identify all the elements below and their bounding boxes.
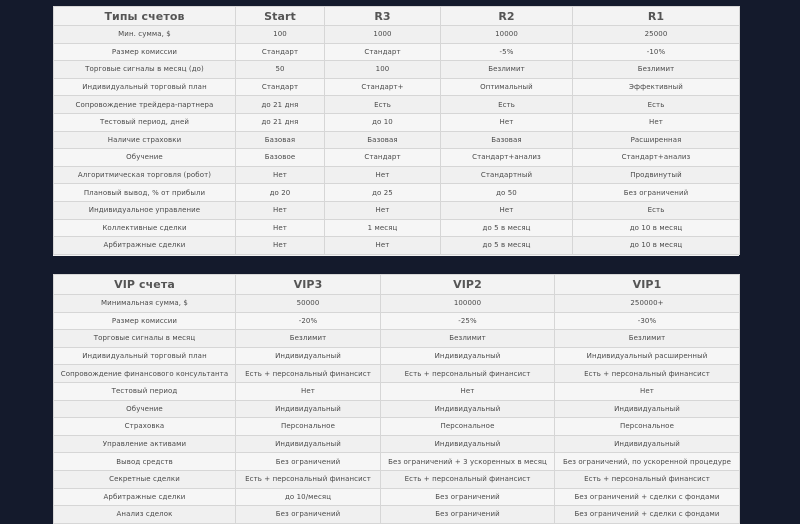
table-row <box>54 488 740 506</box>
row-label: Секретные сделки <box>54 470 236 488</box>
table-cell: Стандарт <box>325 149 441 167</box>
table-cell: Есть + персональный финансист <box>555 470 740 488</box>
table-cell: Базовая <box>325 131 441 149</box>
table-cell: Индивидуальный <box>381 400 555 418</box>
table-cell: 100 <box>236 26 325 44</box>
table-row <box>54 201 740 219</box>
column-header: VIP3 <box>236 275 381 295</box>
column-header: VIP2 <box>381 275 555 295</box>
row-label: Обучение <box>54 400 236 418</box>
table-cell: Есть <box>573 96 740 114</box>
table-row <box>54 470 740 488</box>
table-cell: Есть + персональный финансист <box>381 470 555 488</box>
row-label: Индивидуальный торговый план <box>54 347 236 365</box>
table-header-row <box>54 7 740 26</box>
table-cell: Без ограничений <box>236 453 381 471</box>
column-header: R2 <box>441 7 573 26</box>
account-types-table <box>53 6 740 255</box>
table-title-header: Типы счетов <box>54 7 236 26</box>
row-label: Сопровождение финансового консультанта <box>54 365 236 383</box>
table-row <box>54 166 740 184</box>
table-cell: Индивидуальный <box>555 435 740 453</box>
vip-accounts-table <box>53 274 740 524</box>
table-row <box>54 96 740 114</box>
table-row <box>54 131 740 149</box>
row-label: Арбитражные сделки <box>54 488 236 506</box>
table-cell: -30% <box>555 312 740 330</box>
table-cell: Нет <box>573 113 740 131</box>
row-label: Управление активами <box>54 435 236 453</box>
table-row <box>54 237 740 255</box>
table-row <box>54 418 740 436</box>
table-cell: 50 <box>236 61 325 79</box>
table-cell: до 10/месяц <box>236 488 381 506</box>
table-cell: Индивидуальный <box>236 400 381 418</box>
table-cell: -10% <box>573 43 740 61</box>
table-cell: Нет <box>325 237 441 255</box>
row-label: Сопровождение трейдера-партнера <box>54 96 236 114</box>
table-cell: до 21 дня <box>236 96 325 114</box>
table-row <box>54 78 740 96</box>
table-cell: Персональное <box>236 418 381 436</box>
table-cell: до 10 в месяц <box>573 237 740 255</box>
table-cell: 10000 <box>441 26 573 44</box>
table-cell: до 21 дня <box>236 113 325 131</box>
table-cell: Нет <box>441 113 573 131</box>
row-label: Плановый вывод, % от прибыли <box>54 184 236 202</box>
table-cell: Нет <box>381 382 555 400</box>
table-cell: Индивидуальный расширенный <box>555 347 740 365</box>
table-cell: Безлимит <box>573 61 740 79</box>
table-cell: Нет <box>441 201 573 219</box>
table-cell: -5% <box>441 43 573 61</box>
table-cell: 250000+ <box>555 295 740 313</box>
table-row <box>54 219 740 237</box>
table-row <box>54 435 740 453</box>
column-header: R1 <box>573 7 740 26</box>
table-cell: 100000 <box>381 295 555 313</box>
table-cell: Нет <box>555 382 740 400</box>
table-cell: Стандартный <box>441 166 573 184</box>
row-label: Торговые сигналы в месяц (до) <box>54 61 236 79</box>
table-cell: Базовая <box>441 131 573 149</box>
table-cell: Безлимит <box>381 330 555 348</box>
table-cell: Продвинутый <box>573 166 740 184</box>
table-cell: Без ограничений + 3 ускоренных в месяц <box>381 453 555 471</box>
row-label: Тестовый период <box>54 382 236 400</box>
table-cell: Нет <box>236 237 325 255</box>
table-cell: Индивидуальный <box>236 347 381 365</box>
table-cell: Индивидуальный <box>381 347 555 365</box>
row-label: Коллективные сделки <box>54 219 236 237</box>
row-label: Размер комиссии <box>54 43 236 61</box>
table-row <box>54 330 740 348</box>
table-cell: Безлимит <box>236 330 381 348</box>
table-cell: Стандарт+ <box>325 78 441 96</box>
table-cell: Безлимит <box>555 330 740 348</box>
row-label: Анализ сделок <box>54 506 236 524</box>
table-cell: Есть + персональный финансист <box>555 365 740 383</box>
table-cell: до 10 в месяц <box>573 219 740 237</box>
table-cell: Без ограничений + сделки с фондами <box>555 488 740 506</box>
table-cell: Нет <box>236 201 325 219</box>
row-label: Обучение <box>54 149 236 167</box>
table-row <box>54 400 740 418</box>
table-cell: Базовая <box>236 131 325 149</box>
row-label: Арбитражные сделки <box>54 237 236 255</box>
table-row <box>54 113 740 131</box>
table-row <box>54 184 740 202</box>
table-row <box>54 61 740 79</box>
table-cell: Без ограничений <box>236 506 381 524</box>
table-row <box>54 149 740 167</box>
table-cell: Есть + персональный финансист <box>236 365 381 383</box>
table-row <box>54 312 740 330</box>
table-cell: до 25 <box>325 184 441 202</box>
table-cell: Стандарт <box>325 43 441 61</box>
table-cell: Нет <box>325 166 441 184</box>
table-cell: до 10 <box>325 113 441 131</box>
table-cell: Есть <box>573 201 740 219</box>
table-cell: Стандарт <box>236 78 325 96</box>
column-header: R3 <box>325 7 441 26</box>
table-cell: Базовое <box>236 149 325 167</box>
table-cell: Стандарт+анализ <box>441 149 573 167</box>
table-cell: Нет <box>236 382 381 400</box>
table-cell: до 5 в месяц <box>441 237 573 255</box>
table-cell: Есть <box>441 96 573 114</box>
table-cell: 50000 <box>236 295 381 313</box>
row-label: Наличие страховки <box>54 131 236 149</box>
table-cell: Без ограничений <box>381 506 555 524</box>
table-cell: Расширенная <box>573 131 740 149</box>
table-cell: Эффективный <box>573 78 740 96</box>
column-header: VIP1 <box>555 275 740 295</box>
table-cell: Без ограничений + сделки с фондами <box>555 506 740 524</box>
table-cell: Стандарт <box>236 43 325 61</box>
table-row <box>54 365 740 383</box>
vip-accounts-panel <box>53 274 739 521</box>
table-cell: 100 <box>325 61 441 79</box>
table-row <box>54 295 740 313</box>
table-row <box>54 26 740 44</box>
table-cell: Индивидуальный <box>236 435 381 453</box>
row-label: Страховка <box>54 418 236 436</box>
table-cell: -25% <box>381 312 555 330</box>
table-cell: до 20 <box>236 184 325 202</box>
table-cell: Индивидуальный <box>555 400 740 418</box>
table-row <box>54 347 740 365</box>
table-cell: до 5 в месяц <box>441 219 573 237</box>
table-cell: Есть <box>325 96 441 114</box>
table-row <box>54 382 740 400</box>
row-label: Размер комиссии <box>54 312 236 330</box>
table-cell: Нет <box>236 219 325 237</box>
table-cell: Есть + персональный финансист <box>381 365 555 383</box>
table-cell: Безлимит <box>441 61 573 79</box>
table-cell: Персональное <box>555 418 740 436</box>
row-label: Алгоритмическая торговля (робот) <box>54 166 236 184</box>
account-types-panel <box>53 6 739 256</box>
table-cell: Нет <box>325 201 441 219</box>
table-cell: 25000 <box>573 26 740 44</box>
table-row <box>54 43 740 61</box>
table-title-header: VIP счета <box>54 275 236 295</box>
row-label: Индивидуальный торговый план <box>54 78 236 96</box>
table-cell: до 50 <box>441 184 573 202</box>
row-label: Минимальная сумма, $ <box>54 295 236 313</box>
row-label: Вывод средств <box>54 453 236 471</box>
table-cell: -20% <box>236 312 381 330</box>
table-cell: Стандарт+анализ <box>573 149 740 167</box>
table-cell: Нет <box>236 166 325 184</box>
table-cell: Есть + персональный финансист <box>236 470 381 488</box>
row-label: Индивидуальное управление <box>54 201 236 219</box>
table-cell: Без ограничений <box>381 488 555 506</box>
table-header-row <box>54 275 740 295</box>
table-cell: 1 месяц <box>325 219 441 237</box>
table-cell: Персональное <box>381 418 555 436</box>
table-cell: Без ограничений <box>573 184 740 202</box>
row-label: Мин. сумма, $ <box>54 26 236 44</box>
column-header: Start <box>236 7 325 26</box>
table-cell: Без ограничений, по ускоренной процедуре <box>555 453 740 471</box>
row-label: Торговые сигналы в месяц <box>54 330 236 348</box>
row-label: Тестовый период, дней <box>54 113 236 131</box>
table-cell: Оптимальный <box>441 78 573 96</box>
table-row <box>54 453 740 471</box>
table-cell: Индивидуальный <box>381 435 555 453</box>
table-cell: 1000 <box>325 26 441 44</box>
